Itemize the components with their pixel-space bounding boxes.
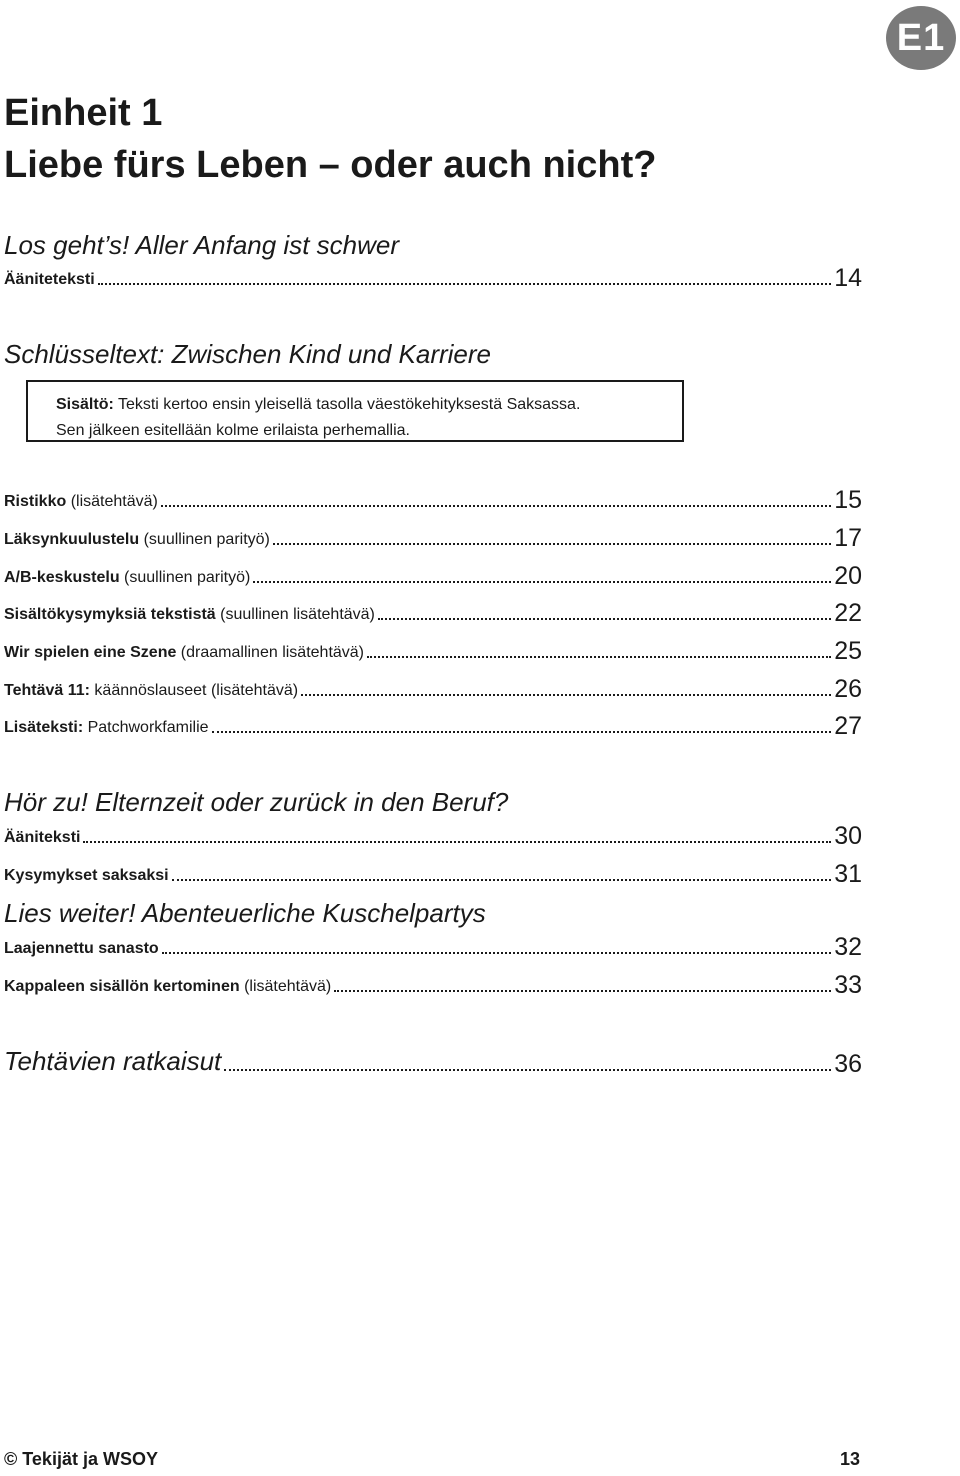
dot-leader <box>83 841 831 843</box>
toc-entry-page: 20 <box>834 562 862 590</box>
toc-entry[interactable] <box>4 673 862 701</box>
toc-entry-title: Laajennettu sanasto <box>4 940 159 957</box>
toc-entry-title: Wir spielen eine Szene <box>4 644 177 661</box>
toc-entry-note: (draamallinen lisätehtävä) <box>176 644 365 661</box>
toc-entry-title: Lisäteksti: <box>4 719 84 736</box>
unit-title-line1: Einheit 1 <box>4 92 163 134</box>
toc-entry[interactable] <box>4 597 862 625</box>
dot-leader <box>253 581 831 583</box>
content-summary-box <box>26 380 684 442</box>
toc-entry-page: 32 <box>834 933 862 961</box>
toc-entry[interactable] <box>4 931 862 959</box>
toc-entry-title: Kysymykset saksaksi <box>4 867 169 884</box>
toc-entry-title: Ääniteteksti <box>4 271 95 288</box>
toc-entry-page: 30 <box>834 822 862 850</box>
toc-entry-title: Ääniteksti <box>4 829 81 846</box>
footer-page-number: 13 <box>840 1449 861 1469</box>
dot-leader <box>98 283 831 285</box>
toc-entry-note: (lisätehtävä) <box>66 493 158 510</box>
dot-leader <box>378 618 831 620</box>
dot-leader <box>162 952 831 954</box>
toc-entry[interactable] <box>4 560 862 588</box>
toc-entry-title: Ristikko <box>4 493 67 510</box>
toc-entry-page: 31 <box>834 860 862 888</box>
toc-entry-page: 17 <box>834 524 862 552</box>
toc-entry-title: Tehtävä 11: <box>4 682 90 699</box>
toc-entry[interactable] <box>4 710 862 738</box>
toc-entry-note: Patchworkfamilie <box>83 719 209 736</box>
dot-leader <box>172 879 832 881</box>
toc-entry-title: Läksynkuulustelu <box>4 531 140 548</box>
toc-entry[interactable] <box>4 635 862 663</box>
toc-entry[interactable] <box>4 858 862 886</box>
toc-entry[interactable] <box>4 969 862 997</box>
toc-entry-title: Kappaleen sisällön kertominen <box>4 978 240 995</box>
toc-entry-page: 15 <box>834 486 862 514</box>
toc-entry-solutions[interactable] <box>4 1042 862 1076</box>
dot-leader <box>334 990 831 992</box>
toc-entry-note: (suullinen parityö) <box>139 531 270 548</box>
toc-entry-page: 33 <box>834 971 862 999</box>
summary-line2: Sen jälkeen esitellään kolme erilaista perhemallia. <box>56 422 410 439</box>
unit-title-line2: Liebe fürs Leben – oder auch nicht? <box>4 144 657 186</box>
summary-line1: Teksti kertoo ensin yleisellä tasolla väestökehityksestä Saksassa. <box>113 396 581 413</box>
unit-badge: E1 <box>886 6 956 70</box>
toc-entry[interactable] <box>4 484 862 512</box>
toc-entry-title: A/B-keskustelu <box>4 569 120 586</box>
toc-entry[interactable] <box>4 262 862 290</box>
toc-entry-title: Sisältökysymyksiä tekstistä <box>4 606 216 623</box>
toc-entry-page: 14 <box>834 264 862 292</box>
toc-entry[interactable] <box>4 820 862 848</box>
toc-entry-note: käännöslauseet (lisätehtävä) <box>89 682 299 699</box>
section-heading-lies-weiter: Lies weiter! Abenteuerliche Kuschelpartys <box>4 898 486 928</box>
dot-leader <box>301 694 831 696</box>
toc-entry-page: 27 <box>834 712 862 740</box>
toc-entry-page: 25 <box>834 637 862 665</box>
dot-leader <box>212 731 832 733</box>
dot-leader <box>161 505 831 507</box>
dot-leader <box>367 656 831 658</box>
section-heading-schluesseltext: Schlüsseltext: Zwischen Kind und Karriere <box>4 339 492 369</box>
toc-entry-note: (lisätehtävä) <box>239 978 332 995</box>
dot-leader <box>273 543 831 545</box>
toc-entry-page: 36 <box>834 1050 862 1078</box>
footer-publisher: © Tekijät ja WSOY <box>4 1449 158 1469</box>
toc-entry-note: (suullinen lisätehtävä) <box>215 606 375 623</box>
toc-entry-page: 22 <box>834 599 862 627</box>
toc-entry[interactable] <box>4 522 862 550</box>
toc-entry-page: 26 <box>834 675 862 703</box>
section-heading-hoer-zu: Hör zu! Elternzeit oder zurück in den Beruf? <box>4 787 509 817</box>
toc-entry-title: Tehtävien ratkaisut <box>4 1046 222 1076</box>
toc-entry-note: (suullinen parityö) <box>119 569 251 586</box>
section-heading-los-gehts: Los geht’s! Aller Anfang ist schwer <box>4 230 400 260</box>
dot-leader <box>224 1069 831 1071</box>
summary-label: Sisältö: <box>56 396 114 413</box>
